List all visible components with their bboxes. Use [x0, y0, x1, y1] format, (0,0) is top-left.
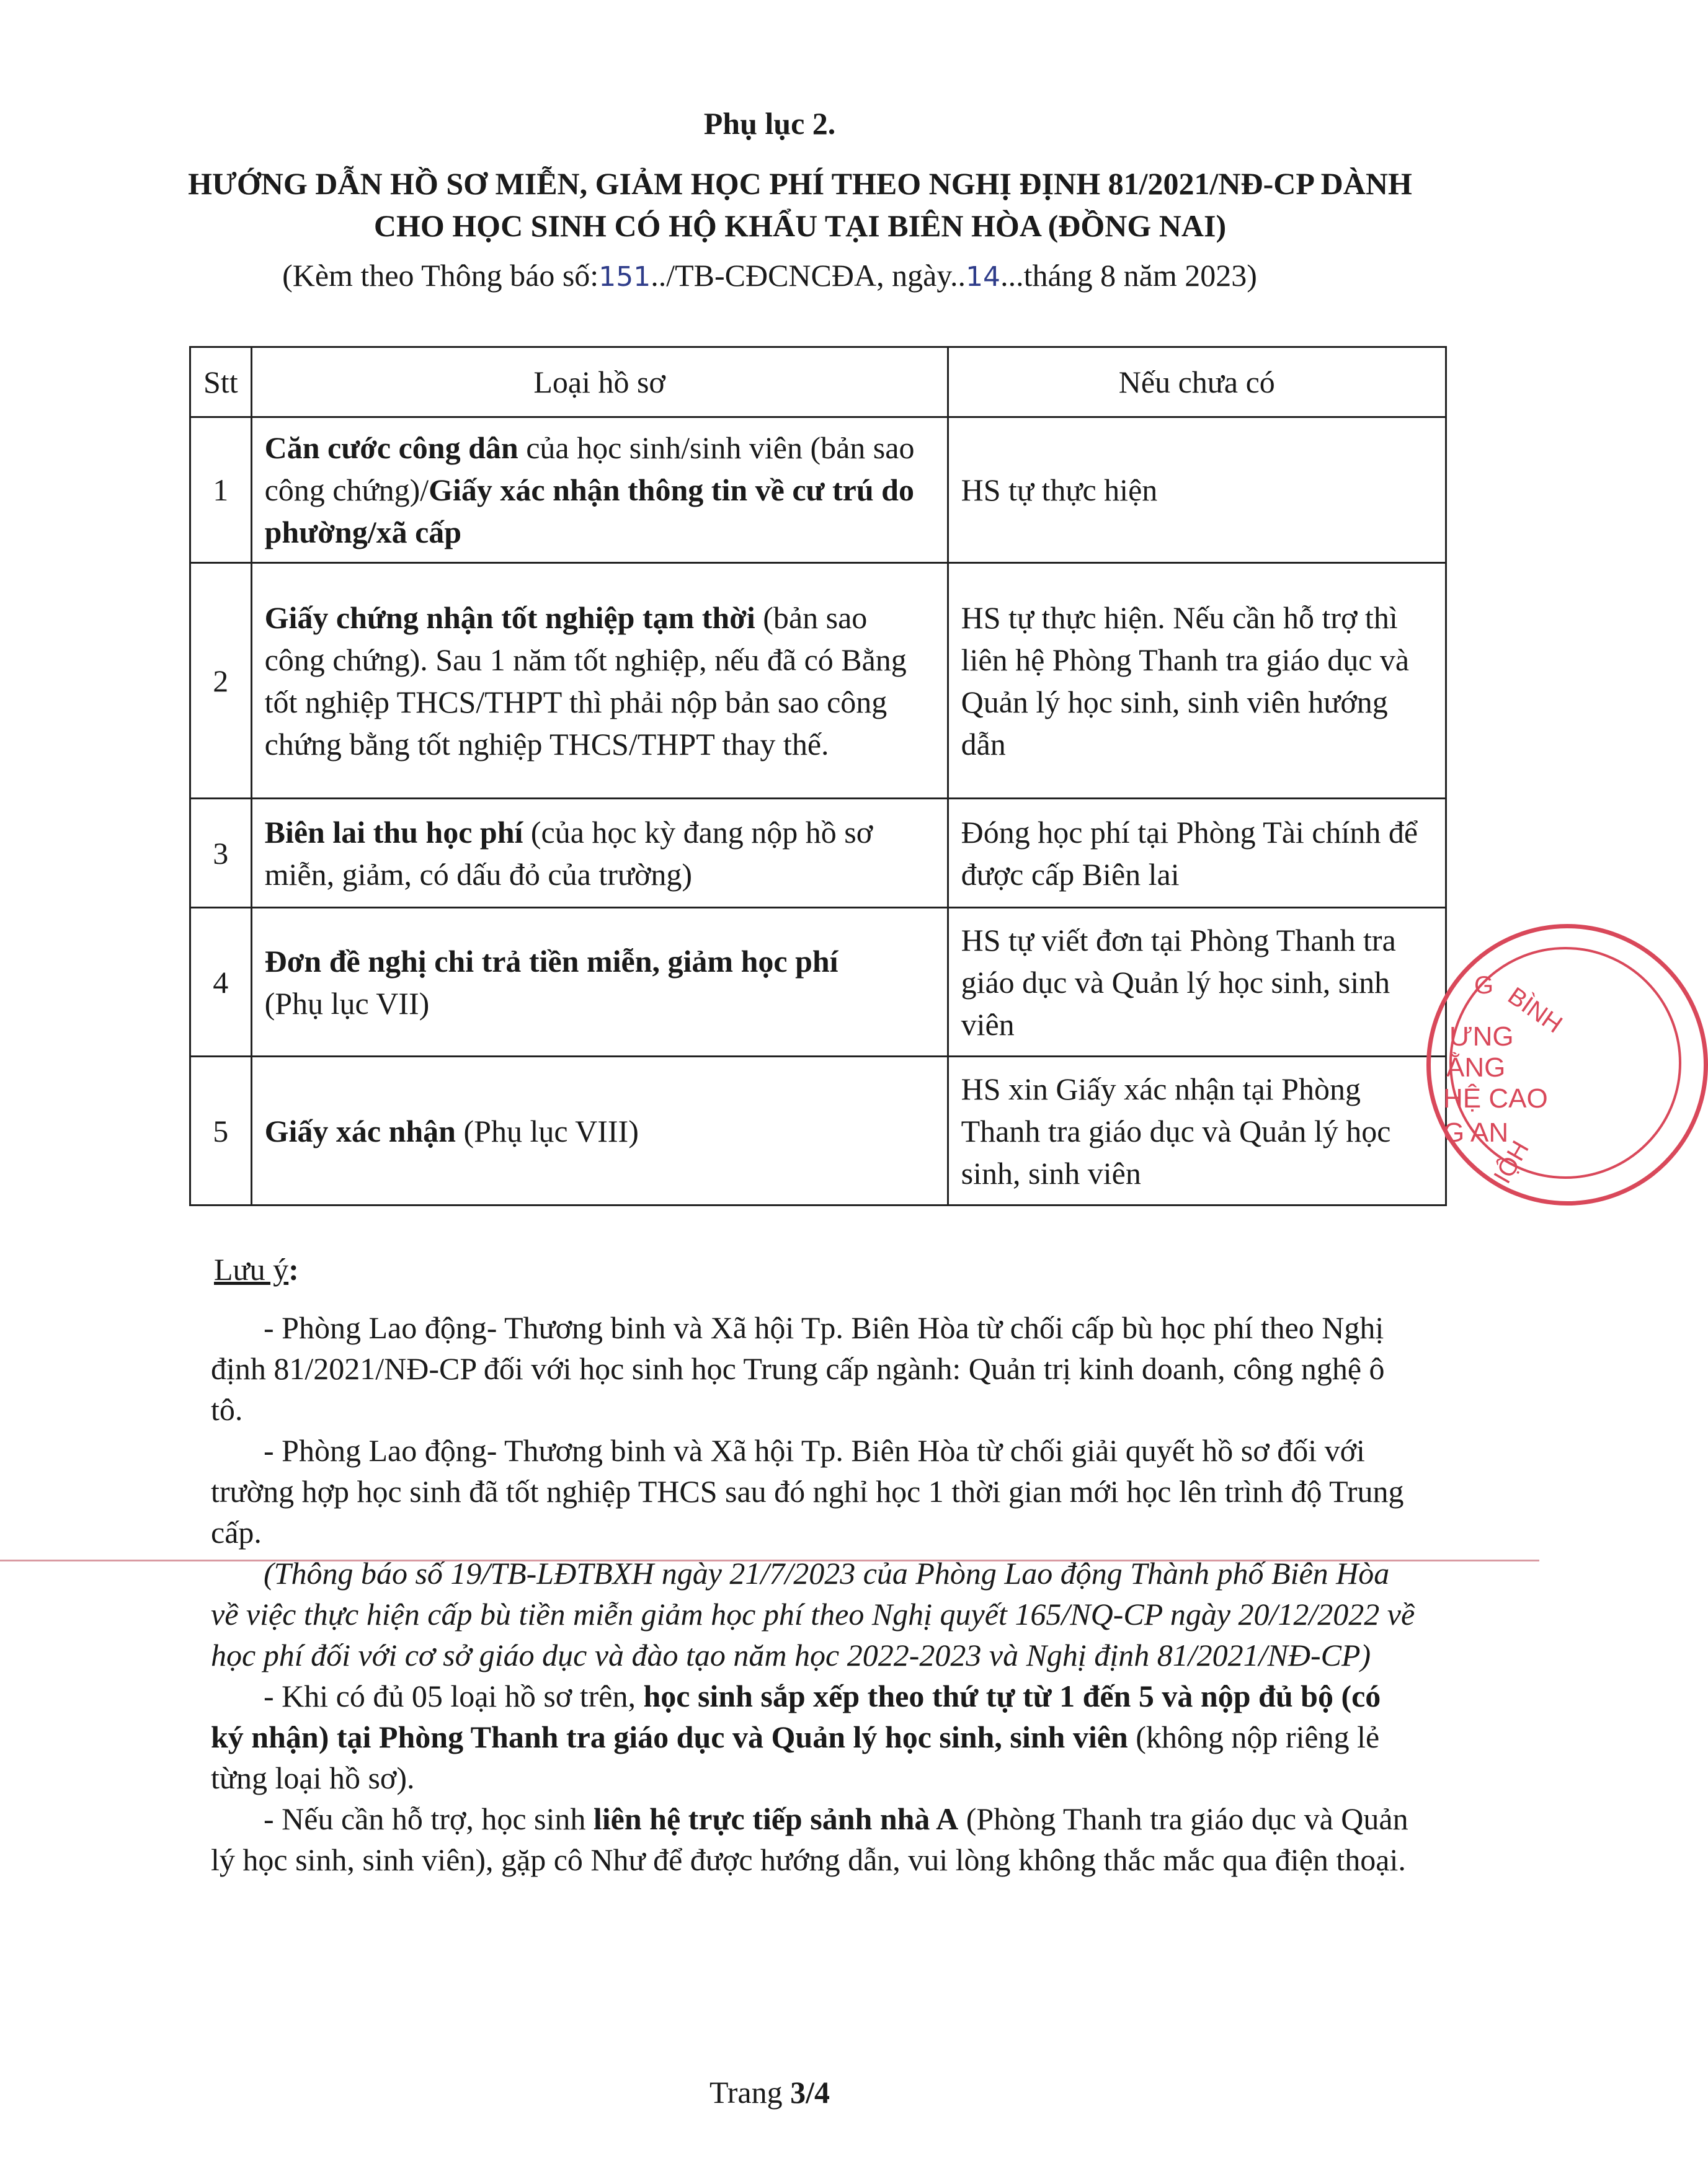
row-action: HS tự thực hiện — [948, 417, 1446, 563]
row-bold-text-2: Giấy xác nhận thông tin về cư trú do phường/xã cấp — [264, 473, 914, 549]
subtitle-part-1: (Kèm theo Thông báo số: — [282, 258, 599, 293]
row-text: của học sinh/sinh viên (bản sao công chứng)/ — [264, 430, 915, 507]
note-4-bold: học sinh sắp xếp theo thứ tự từ 1 đến 5 và nộp đủ bộ (có ký nhận) tại Phòng Thanh tra giáo dục và Quản lý học sinh, sinh viên — [211, 1679, 1381, 1754]
footer-prefix: Trang — [709, 2075, 791, 2110]
header-stt: Stt — [190, 347, 252, 417]
table-row — [190, 799, 1446, 908]
row-document-type — [251, 417, 948, 563]
handwritten-day: 14 — [966, 261, 1001, 293]
note-2: - Phòng Lao động- Thương binh và Xã hội Tp. Biên Hòa từ chối giải quyết hồ sơ đối với trường hợp học sinh đã tốt nghiệp THCS sau đó nghỉ học 1 thời gian mới học lên trình độ Trung cấp. — [211, 1433, 1404, 1550]
notes-label — [214, 1251, 299, 1287]
table-header-row — [190, 347, 1446, 417]
page-footer — [0, 2074, 1539, 2110]
document-title-line-1: HƯỚNG DẪN HỒ SƠ MIỄN, GIẢM HỌC PHÍ THEO NGHỊ ĐỊNH 81/2021/NĐ-CP DÀNH — [188, 166, 1412, 201]
stamp-fragment: G — [1474, 972, 1494, 999]
footer-page-number: 3/4 — [790, 2075, 830, 2110]
note-1: - Phòng Lao động- Thương binh và Xã hội Tp. Biên Hòa từ chối cấp bù học phí theo Nghị định 81/2021/NĐ-CP đối với học sinh học Trung cấp ngành: Quản trị kinh doanh, công nghệ ô tô. — [211, 1310, 1385, 1427]
stamp-fragment: ƯNG — [1449, 1021, 1514, 1052]
note-3-citation: (Thông báo số 19/TB-LĐTBXH ngày 21/7/2023 của Phòng Lao động Thành phố Biên Hòa về việc thực hiện cấp bù tiền miễn giảm học phí theo Nghị quyết 165/NQ-CP ngày 20/12/2022 về học phí đối với cơ sở giáo dục và đào tạo năm học 2022-2023 và Nghị định 81/2021/NĐ-CP) — [211, 1556, 1415, 1672]
note-5 — [211, 1798, 1420, 1880]
note-4-text-a: - Khi có đủ 05 loại hồ sơ trên, — [264, 1679, 644, 1713]
subtitle-part-3: ...tháng 8 năm 2023) — [1000, 258, 1257, 293]
row-bold-text: Căn cước công dân — [264, 430, 518, 465]
row-stt: 4 — [190, 908, 252, 1057]
row-document-type — [251, 799, 948, 908]
note-4-text-c: (không nộp riêng lẻ từng loại hồ sơ). — [211, 1720, 1380, 1795]
header-if-missing: Nếu chưa có — [948, 347, 1446, 417]
row-document-type — [251, 563, 948, 799]
table-row — [190, 417, 1446, 563]
notes-label-text: Lưu ý — [214, 1252, 289, 1287]
documents-table — [189, 346, 1447, 1206]
subtitle-part-2: ../TB-CĐCNCĐA, ngày.. — [651, 258, 966, 293]
document-subtitle — [0, 257, 1539, 293]
table-row — [190, 908, 1446, 1057]
row-text: (của học kỳ đang nộp hồ sơ miễn, giảm, có dấu đỏ của trường) — [264, 814, 873, 892]
row-bold-text: Giấy xác nhận — [264, 1113, 456, 1148]
document-title-line-2: CHO HỌC SINH CÓ HỘ KHẨU TẠI BIÊN HÒA (ĐỒNG NAI) — [373, 208, 1227, 243]
stamp-fragment: BÌNH — [1503, 982, 1567, 1039]
row-text: (bản sao công chứng). Sau 1 năm tốt nghiệp, nếu đã có Bằng tốt nghiệp THCS/THPT thì phải nộp bản sao công chứng bằng tốt nghiệp THCS/THPT thay thế. — [264, 600, 907, 762]
row-action: HS tự thực hiện. Nếu cần hỗ trợ thì liên hệ Phòng Thanh tra giáo dục và Quản lý học sinh, sinh viên hướng dẫn — [948, 563, 1446, 799]
appendix-title: Phụ lục 2. — [703, 106, 836, 141]
row-stt: 2 — [190, 563, 252, 799]
stamp-fragment: HỆ CAO — [1443, 1083, 1548, 1114]
handwritten-notice-number: 151 — [598, 261, 651, 293]
note-5-text-a: - Nếu cần hỗ trợ, học sinh — [264, 1801, 594, 1836]
row-bold-text: Biên lai thu học phí — [264, 814, 523, 850]
row-action: HS tự viết đơn tại Phòng Thanh tra giáo dục và Quản lý học sinh, sinh viên — [948, 908, 1446, 1057]
stamp-fragment: IỘH — [1488, 1136, 1534, 1189]
row-text: (Phụ lục VII) — [264, 985, 430, 1021]
stamp-fragment: G AN — [1443, 1117, 1509, 1148]
row-text: (Phụ lục VIII) — [456, 1113, 639, 1148]
row-action: HS xin Giấy xác nhận tại Phòng Thanh tra giáo dục và Quản lý học sinh, sinh viên — [948, 1057, 1446, 1206]
document-title — [149, 162, 1451, 247]
row-stt: 1 — [190, 417, 252, 563]
row-document-type — [251, 908, 948, 1057]
table-row — [190, 563, 1446, 799]
note-4 — [211, 1676, 1420, 1798]
row-stt: 5 — [190, 1057, 252, 1206]
note-5-bold: liên hệ trực tiếp sảnh nhà A — [593, 1801, 959, 1836]
table-row — [190, 1057, 1446, 1206]
notes-body — [211, 1307, 1420, 1880]
note-5-text-c: (Phòng Thanh tra giáo dục và Quản lý học sinh, sinh viên), gặp cô Như để được hướng dẫn, vui lòng không thắc mắc qua điện thoại. — [211, 1801, 1408, 1877]
row-stt: 3 — [190, 799, 252, 908]
red-seal-stamp — [1426, 924, 1708, 1206]
notes-label-colon: : — [288, 1252, 299, 1287]
row-document-type — [251, 1057, 948, 1206]
header-document-type: Loại hồ sơ — [251, 347, 948, 417]
row-action: Đóng học phí tại Phòng Tài chính để được cấp Biên lai — [948, 799, 1446, 908]
row-bold-text: Đơn đề nghị chi trả tiền miễn, giảm học phí — [264, 943, 838, 979]
row-bold-text: Giấy chứng nhận tốt nghiệp tạm thời — [264, 600, 755, 635]
stamp-fragment: ẰNG — [1446, 1052, 1506, 1083]
